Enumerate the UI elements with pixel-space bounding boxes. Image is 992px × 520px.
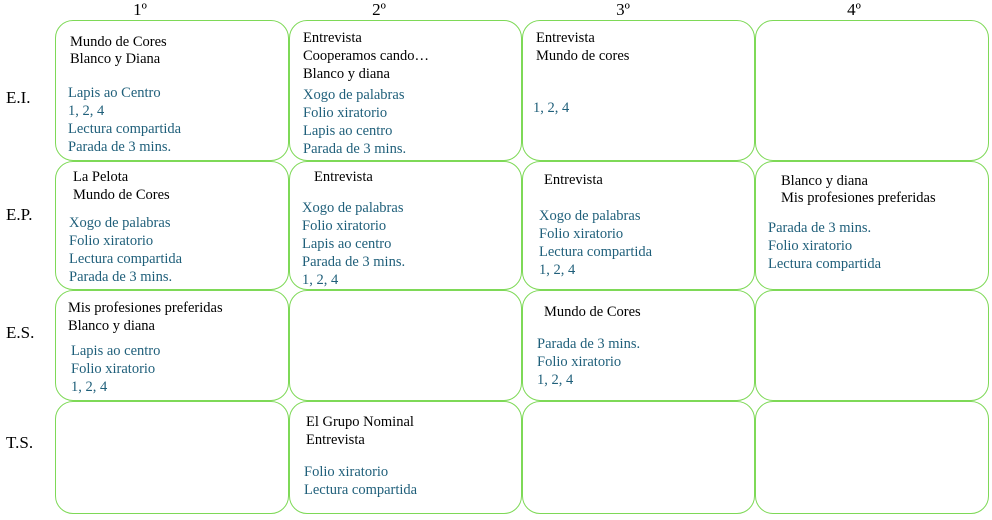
technique-item: Lapis ao centro (303, 123, 393, 139)
activity-title: Mundo de Cores (544, 304, 641, 320)
cell-ei-4 (755, 20, 989, 161)
technique-item: Lectura compartida (69, 251, 183, 267)
technique-item: Folio xiratorio (768, 238, 853, 254)
activity-title: El Grupo Nominal (306, 414, 414, 430)
row-header-ep: E.P. (6, 205, 33, 224)
technique-item: Folio xiratorio (302, 218, 387, 234)
activity-title: Entrevista (536, 30, 595, 46)
technique-item: 1, 2, 4 (68, 103, 105, 119)
activity-title: Entrevista (544, 172, 603, 188)
technique-item: Parada de 3 mins. (302, 254, 406, 270)
technique-item: 1, 2, 4 (533, 100, 570, 116)
column-header-4: 4º (847, 0, 861, 19)
activity-title: La Pelota (73, 169, 129, 185)
technique-item: Folio xiratorio (539, 226, 624, 242)
cell-ei-3 (522, 20, 755, 161)
technique-item: Lectura compartida (539, 244, 653, 260)
cell-ts-4 (755, 401, 989, 514)
technique-item: Parada de 3 mins. (537, 336, 641, 352)
technique-item: Folio xiratorio (69, 233, 154, 249)
technique-item: Folio xiratorio (537, 354, 622, 370)
cell-ep-4 (755, 161, 989, 290)
cell-ts-1 (55, 401, 289, 514)
cell-ei-2 (289, 20, 522, 161)
activity-title: Mundo de Cores (73, 187, 170, 203)
technique-item: Folio xiratorio (303, 105, 388, 121)
cell-ts-2 (289, 401, 522, 514)
technique-item: Lectura compartida (68, 121, 182, 137)
activity-title: Mis profesiones preferidas (68, 300, 223, 316)
technique-item: Lapis ao centro (302, 236, 392, 252)
technique-item: Folio xiratorio (71, 361, 156, 377)
activity-title: Entrevista (314, 169, 373, 185)
cell-ei-1 (55, 20, 289, 161)
cell-es-4 (755, 290, 989, 401)
technique-item: Parada de 3 mins. (69, 269, 173, 285)
row-header-ts: T.S. (6, 433, 34, 452)
row-header-es: E.S. (6, 323, 35, 342)
activity-title: Blanco y diana (68, 318, 155, 334)
activity-title: Blanco y Diana (70, 51, 161, 67)
technique-item: 1, 2, 4 (71, 379, 108, 395)
activity-title: Mundo de Cores (70, 34, 167, 50)
technique-item: Lapis ao centro (71, 343, 161, 359)
cell-es-1 (55, 290, 289, 401)
cell-ep-3 (522, 161, 755, 290)
row-header-ei: E.I. (6, 88, 31, 107)
column-header-2: 2º (372, 0, 386, 19)
cell-ep-2 (289, 161, 522, 290)
cell-es-2 (289, 290, 522, 401)
technique-item: Xogo de palabras (302, 200, 404, 216)
technique-item: 1, 2, 4 (539, 262, 576, 278)
activity-title: Mis profesiones preferidas (781, 190, 936, 206)
cell-ts-3 (522, 401, 755, 514)
activity-title: Entrevista (303, 30, 362, 46)
technique-item: 1, 2, 4 (537, 372, 574, 388)
technique-item: Lapis ao Centro (68, 85, 161, 101)
activity-title: Blanco y diana (303, 66, 390, 82)
technique-item: Parada de 3 mins. (768, 220, 872, 236)
activity-title: Entrevista (306, 432, 365, 448)
column-header-3: 3º (616, 0, 630, 19)
column-header-1: 1º (133, 0, 147, 19)
technique-item: Parada de 3 mins. (68, 139, 172, 155)
technique-item: Xogo de palabras (69, 215, 171, 231)
activity-title: Blanco y diana (781, 173, 868, 189)
cell-es-3 (522, 290, 755, 401)
activity-title: Cooperamos cando… (303, 48, 430, 64)
technique-item: Lectura compartida (768, 256, 882, 272)
technique-item: Xogo de palabras (539, 208, 641, 224)
cell-ep-1 (55, 161, 289, 290)
technique-item: Folio xiratorio (304, 464, 389, 480)
technique-item: Parada de 3 mins. (303, 141, 407, 157)
technique-item: 1, 2, 4 (302, 272, 339, 288)
technique-item: Xogo de palabras (303, 87, 405, 103)
technique-item: Lectura compartida (304, 482, 418, 498)
activity-title: Mundo de cores (536, 48, 630, 64)
